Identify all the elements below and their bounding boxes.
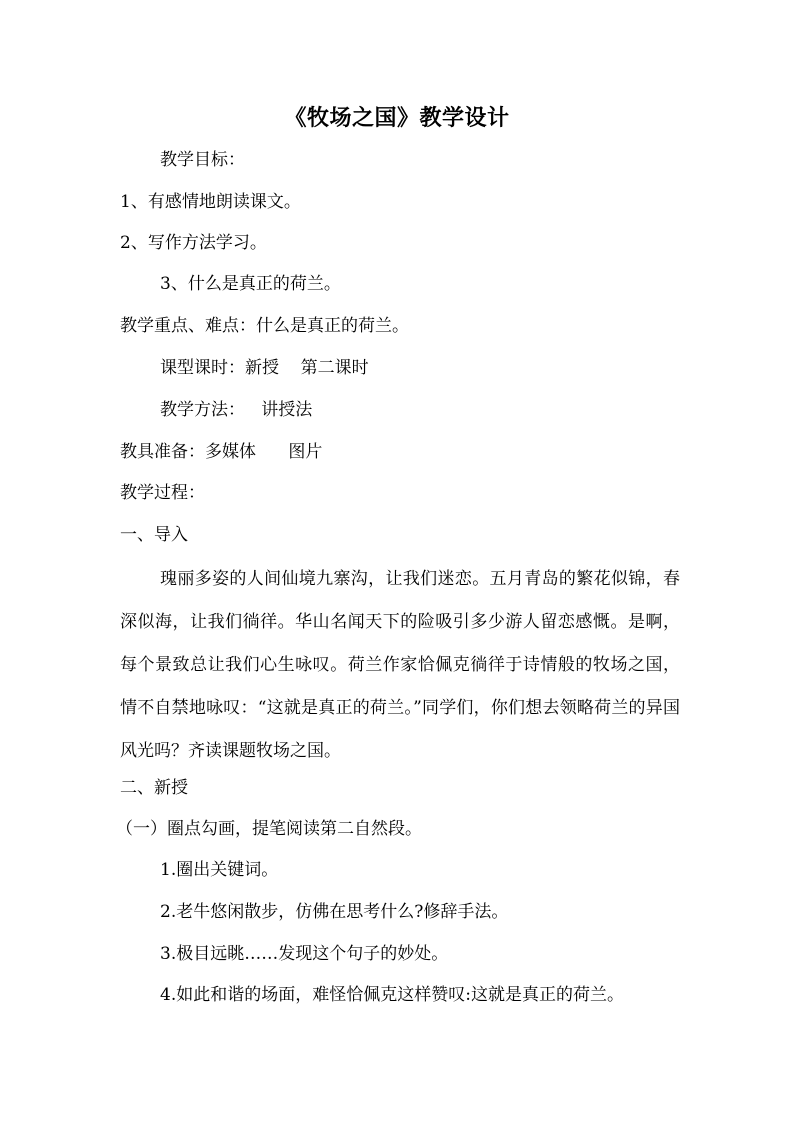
objective-item: 2、写作方法学习。	[120, 233, 267, 253]
intro-paragraph: 瑰丽多姿的人间仙境九寨沟，让我们迷恋。五月青岛的繁花似锦，春深似海，让我们徜徉。华山名闻天下的险吸引多少游人留恋感慨。是啊，每个景致总让我们心生咏叹。荷兰作家恰佩克徜徉于诗情般的牧场之国，情不自禁地咏叹：“这就是真正的荷兰。”同学们，你们想去领略荷兰的异国风光吗？齐读课题牧场之国。	[120, 569, 680, 761]
step-item: 3.极目远眺……发现这个句子的妙处。	[160, 944, 449, 964]
section-heading: 二、新授	[120, 778, 188, 798]
step-item: 1.圈出关键词。	[160, 860, 279, 880]
objective-item: 3、什么是真正的荷兰。	[160, 274, 341, 294]
section-heading: 一、导入	[120, 525, 188, 545]
subsection-heading: （一）圈点勾画，提笔阅读第二自然段。	[116, 819, 422, 839]
objectives-heading: 教学目标：	[160, 150, 245, 170]
teaching-method: 教学方法： 讲授法	[160, 400, 313, 420]
key-points: 教学重点、难点：什么是真正的荷兰。	[120, 316, 409, 336]
step-item: 2.老牛悠闲散步，仿佛在思考什么?修辞手法。	[160, 902, 509, 922]
teaching-materials: 教具准备：多媒体 图片	[120, 442, 323, 462]
lesson-type: 课型课时：新授 第二课时	[160, 358, 369, 378]
step-item: 4.如此和谐的场面，难怪恰佩克这样赞叹:这就是真正的荷兰。	[160, 985, 624, 1005]
document-title: 《牧场之国》教学设计	[284, 105, 510, 131]
objective-item: 1、有感情地朗读课文。	[120, 192, 301, 212]
process-heading: 教学过程：	[120, 483, 205, 503]
